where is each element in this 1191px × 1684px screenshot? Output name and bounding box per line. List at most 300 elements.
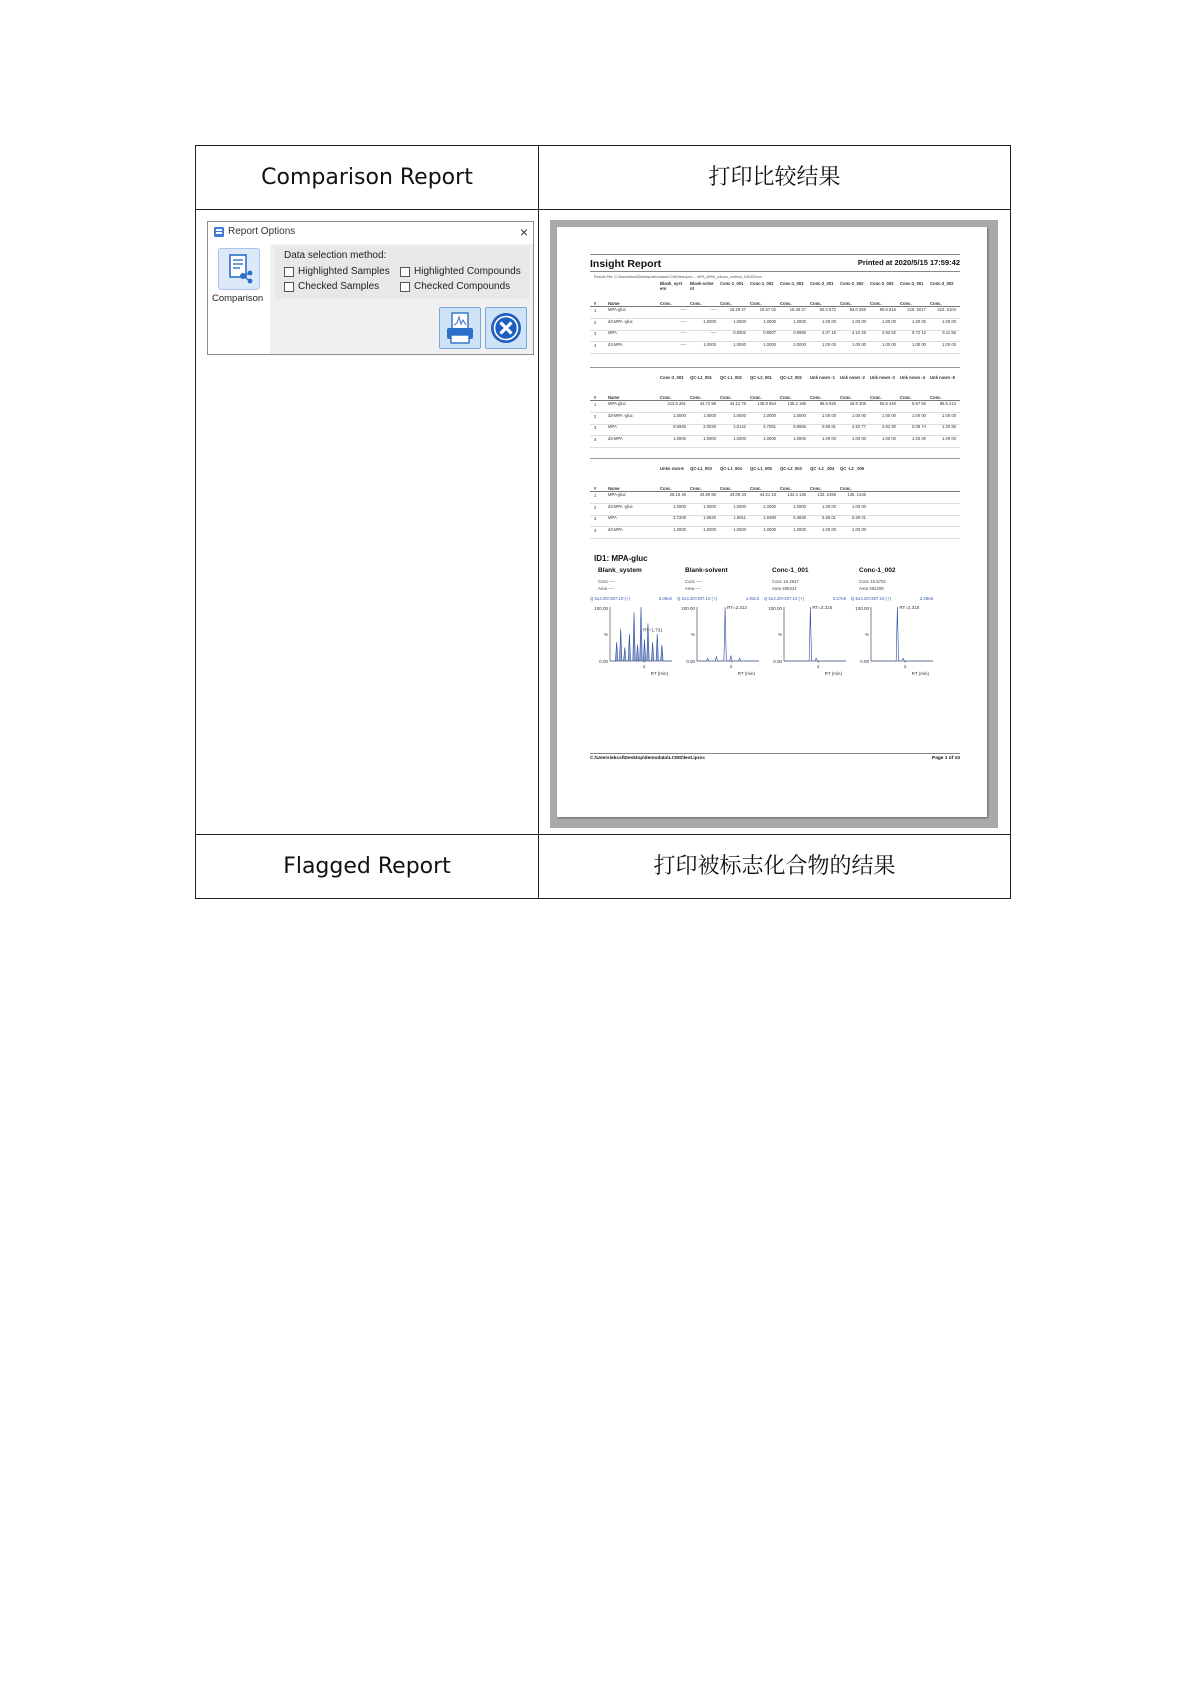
row-value: ---- [680,330,686,335]
row-value: 1.0000 [703,503,716,509]
retention-time-label: RT=2.313 [727,605,747,610]
column-header: Unk nown -4 [900,375,925,380]
row-value: 1.0000 [763,341,776,347]
sample-conc: Conc ---- [685,579,702,584]
row-value: 135.9 554 [757,401,776,406]
row-value: ---- [680,318,686,324]
chromatogram-plot [764,603,850,683]
row-value: 1.00 00 [942,412,956,418]
dialog-title: Report Options [228,226,296,237]
conc-header: Conc. [870,301,882,306]
row-value: 5.59 01 [852,515,866,520]
row-value: 1.0000 [793,412,806,418]
row-name: MPA-gluc [608,492,626,497]
conc-header: Conc. [930,395,942,400]
option-highlighted-samples[interactable]: Highlighted Samples [284,266,390,277]
report-page [557,227,987,817]
chromatogram-panel [764,567,850,687]
row-value: 93.0 055 [849,307,866,312]
y-axis-unit: % [864,632,869,637]
row-value: 15.29 47 [729,307,746,312]
x-axis-label: RT (min) [737,671,755,676]
row-value: 1.00 00 [852,526,866,532]
row-name: MPA-gluc [608,401,626,406]
row-value: 1.00 00 [942,435,956,441]
column-header: Conc-2_001 [810,281,834,286]
row-value: 1.0000 [703,341,716,347]
row-value: 1.0000 [793,435,806,441]
conc-header: Conc. [810,301,822,306]
results-table [590,466,960,556]
row-value: 1.0000 [703,412,716,418]
trace-max: 2.28e5 [919,596,933,601]
print-preview [550,220,998,828]
row-value: 26.18 46 [669,492,686,497]
row-value: 1.00 00 [852,318,866,324]
row-value: 1.00 00 [882,341,896,347]
column-header: Blank_syst em [660,281,683,291]
divider [590,753,960,754]
sample-name: Conc-1_001 [772,567,809,574]
column-header: QC-L2_003 [780,466,802,471]
row-value: 1.30 86 [942,424,956,429]
row-value: 0.8956 [793,330,806,335]
print-button[interactable] [439,307,481,349]
column-header-no: # [594,301,597,306]
report-app-icon [214,227,224,237]
column-header: Unk nown -3 [870,375,895,380]
column-header-name: Name [608,395,620,400]
column-header: Conc-2_003 [870,281,894,286]
y-axis-max: 100.00 [681,606,695,611]
results-table [590,281,960,371]
column-header: Unk nown -2 [840,375,865,380]
row-value: 1.0000 [703,526,716,532]
conc-header: Conc. [810,486,822,491]
comparison-label: Comparison [212,293,264,304]
row-name: d3-MPA [608,526,623,532]
row-number: 4 [594,527,597,533]
row-separator [590,447,960,448]
sample-name: Blank_system [598,567,642,574]
row-value: 134.4 136 [787,492,806,497]
row-name: MPA [608,330,617,335]
row-value: 2.0028 [703,424,716,429]
column-header: Unk nown -5 [930,375,955,380]
column-header: QC-L2_002 [780,375,802,380]
y-axis-unit: % [690,632,695,637]
column-header: QC-L1_005 [750,466,772,471]
row-number: 1 [594,493,597,498]
x-axis-label: RT (min) [650,671,668,676]
row-value: 1.00 00 [822,526,836,532]
dialog-cell [196,210,539,835]
preview-cell [539,210,1011,835]
row-value: 1.0000 [763,526,776,532]
chromatogram-plot [851,603,937,683]
column-header: QC-L1_001 [690,375,712,380]
conc-header: Conc. [750,486,762,491]
results-table [590,375,960,465]
row-value: 213.6 261 [667,401,686,406]
dialog-title-bar [214,226,295,237]
divider [590,254,960,255]
conc-header: Conc. [780,486,792,491]
conc-header: Conc. [780,395,792,400]
row-value: 222. 6104 [937,307,956,312]
x-axis-label: RT (min) [824,671,842,676]
column-header: Conc-1_001 [720,281,744,286]
dialog-sidebar [208,244,270,354]
chromatogram-trace [784,607,846,661]
row-number: 1 [594,402,597,407]
row-value: 5.3836 [793,515,806,520]
conc-header: Conc. [840,395,852,400]
conc-header: Conc. [900,395,912,400]
row-value: 15.57 02 [759,307,776,312]
row-value: 1.00 00 [852,412,866,418]
row-value: 5.65 01 [822,515,836,520]
row-value: ---- [710,330,716,335]
column-header: Conc-3_003 [660,375,684,380]
header-flagged-report: Flagged Report [196,835,539,899]
row-value: 1.00 00 [882,435,896,441]
row-value: 2.0142 [733,424,746,429]
trace-label: Q 514.20>207.10 (+) 3.05e2 [590,596,672,601]
y-axis-max: 100.00 [594,606,608,611]
row-value: 0.8302 [733,330,746,335]
row-value: 135. 1445 [847,492,866,497]
row-value: 1.00 00 [852,341,866,347]
conc-header: Conc. [930,301,942,306]
x-tick-label: 2 [729,664,733,669]
column-header: QC -L2 _005 [840,466,865,471]
row-value: 1.0000 [703,318,716,324]
row-value: 1.0000 [673,435,686,441]
chromatogram-trace [871,607,933,661]
column-header: QC -L2 _004 [810,466,835,471]
chromatogram-trace [610,607,672,661]
plot-axes [697,607,759,661]
column-header-no: # [594,486,597,491]
row-value: 1.9490 [763,515,776,520]
checkbox-highlighted-compounds[interactable] [400,267,410,277]
row-value: 1.0000 [673,412,686,418]
row-value: 2.52 77 [852,424,866,429]
chromatogram-plot [677,603,763,683]
row-value: 1.0000 [763,435,776,441]
print-icon [440,308,480,348]
row-value: 86.6 626 [819,401,836,406]
retention-time-label: RT=2.318 [899,605,920,610]
header-comparison-report: Comparison Report [196,146,539,210]
chromatogram-panel [851,567,937,687]
row-name: d3-MPA [608,435,623,441]
row-number: 2 [594,319,597,325]
row-value: 43.09 33 [729,492,746,497]
row-value: 1.00 00 [942,318,956,324]
conc-header: Conc. [720,486,732,491]
row-value: 1.00 00 [852,435,866,441]
row-value: 1.00 00 [822,318,836,324]
document-table [195,145,1011,899]
table-separator [590,458,960,459]
sample-area: Area 492209 [859,586,884,591]
row-value: 133. 2459 [817,492,836,497]
checkbox-highlighted-samples[interactable] [284,267,294,277]
row-value: 9.72 12 [912,330,926,335]
option-checked-compounds[interactable]: Checked Compounds [400,281,510,292]
row-value: 1.0000 [733,341,746,347]
data-selection-title: Data selection method: [284,250,387,261]
row-value: 5.6566 [793,424,806,429]
conc-header: Conc. [870,395,882,400]
results-file: Results File: C:\Users\ekcsl\Desktop\demodata\LCMS\test.iproc -- MPA_MRM_column_method_191009.lcm [594,275,762,279]
y-axis-min: 0.00 [686,659,695,664]
row-number: 2 [594,504,597,510]
conc-header: Conc. [690,301,702,306]
checkbox-checked-samples[interactable] [284,282,294,292]
row-value: 2.7206 [673,515,686,520]
sample-conc: Conc 15.5702 [859,579,886,584]
row-value: 18.9 305 [849,401,866,406]
row-separator [590,353,960,354]
column-header-no: # [594,395,597,400]
row-value: 15.35 27 [789,307,806,312]
sample-area: Area ---- [685,586,701,591]
divider [590,271,960,272]
row-value: 1.00 00 [912,318,926,324]
conc-header: Conc. [720,301,732,306]
column-header: Conc-1_003 [780,281,804,286]
column-header: Conc-2_002 [840,281,864,286]
conc-header: Conc. [900,301,912,306]
y-axis-unit: % [777,632,782,637]
row-value: 62.6 440 [879,401,896,406]
row-value: 0.9007 [763,330,776,335]
row-value: 219. 5017 [907,307,926,312]
close-icon[interactable]: × [519,224,528,240]
row-value: 1.00 00 [912,341,926,347]
conc-header: Conc. [840,486,852,491]
row-value: 1.00 00 [822,412,836,418]
conc-header: Conc. [750,301,762,306]
retention-time-label: RT=1.731 [643,627,663,633]
comparison-report-icon[interactable] [218,248,260,290]
row-value: 8.5945 [673,424,686,429]
row-value: 1.0000 [673,526,686,532]
row-value: 4.07 15 [822,330,836,335]
trace-label: Q 514.20>207.10 (+) 1.92e3 [677,596,759,601]
dialog-options-panel [270,244,533,354]
row-value: 0.65 81 [822,424,836,429]
report-printed-at: Printed at 2020/5/15 17:59:42 [857,258,960,267]
sample-name: Blank-solvent [685,567,728,574]
row-value: 5.67 50 [912,401,926,406]
y-axis-min: 0.00 [599,659,608,664]
chromatogram-plot [590,603,676,683]
row-value: 1.0000 [793,503,806,509]
row-value: 1.0000 [763,412,776,418]
y-axis-max: 100.00 [768,606,782,611]
row-value: 1.00 00 [882,412,896,418]
report-title: Insight Report [590,258,662,270]
trace-label: Q 514.20>207.10 (+) 2.28e5 [851,596,933,601]
row-value: 5.7061 [763,424,776,429]
x-tick-label: 2 [816,664,820,669]
conc-header: Conc. [660,301,672,306]
conc-header: Conc. [690,395,702,400]
row-value: 9.11 56 [942,330,956,335]
x-axis-label: RT (min) [911,671,929,676]
row-number: 4 [594,342,597,348]
trace-max: 3.05e2 [658,596,672,601]
x-tick-label: 2 [903,664,907,669]
compound-title: ID1: MPA-gluc [594,554,648,563]
row-name: MPA [608,424,617,429]
row-name: d3-MPA -gluc [608,503,633,509]
row-number: 4 [594,436,597,442]
row-value: 1.0000 [733,435,746,441]
row-value: 1.0000 [673,503,686,509]
table-separator [590,367,960,368]
conc-header: Conc. [840,301,852,306]
conc-header: Conc. [750,395,762,400]
row-value: 1.00 00 [882,318,896,324]
column-header: Conc-3_002 [930,281,954,286]
row-value: ---- [680,307,686,312]
row-value: 0.08 74 [912,424,926,429]
row-value: 1.9620 [703,515,716,520]
row-value: 1.00 00 [852,503,866,509]
row-number: 1 [594,308,597,313]
row-value: 1.0000 [793,318,806,324]
y-axis-unit: % [603,632,608,637]
column-header: QC-L1_003 [690,466,712,471]
row-number: 2 [594,413,597,419]
sample-name: Conc-1_002 [859,567,896,574]
y-axis-min: 0.00 [773,659,782,664]
column-header: QC-L1_002 [720,375,742,380]
header-comparison-report-zh: 打印比较结果 [539,146,1011,210]
row-value: 44.12 76 [729,401,746,406]
sample-area: Area ---- [598,586,614,591]
close-button[interactable] [485,307,527,349]
column-header: QC-L1_004 [720,466,742,471]
row-value: 3.92 90 [882,424,896,429]
row-value: 1.00 00 [912,412,926,418]
row-value: 1.0000 [793,341,806,347]
row-value: 1.0000 [733,412,746,418]
x-tick-label: 2 [642,664,646,669]
row-value: 1.0000 [763,318,776,324]
header-flagged-report-zh: 打印被标志化合物的结果 [539,835,1011,899]
row-value: 1.00 00 [942,341,956,347]
sample-conc: Conc ---- [598,579,615,584]
row-name: d3-MPA -gluc [608,412,633,418]
row-value: 1.0000 [703,435,716,441]
footer-page: Page 1 of 10 [932,756,960,761]
row-value: 44.72 98 [699,401,716,406]
row-value: 44.80 85 [699,492,716,497]
column-header-name: Name [608,301,620,306]
option-highlighted-compounds[interactable]: Highlighted Compounds [400,266,521,277]
data-selection-group [274,246,529,299]
conc-header: Conc. [810,395,822,400]
option-checked-samples[interactable]: Checked Samples [284,281,379,292]
sample-area: Area 495314 [772,586,797,591]
row-value: ---- [680,341,686,347]
conc-header: Conc. [780,301,792,306]
row-value: 1.8611 [733,515,746,520]
column-header: Unk nown -1 [810,375,835,380]
row-value: 94.0 572 [819,307,836,312]
column-header-name: Name [608,486,620,491]
row-value: 90.6 815 [879,307,896,312]
column-header: Conc-1_002 [750,281,774,286]
sample-conc: Conc 15.2947 [772,579,799,584]
y-axis-max: 100.00 [855,606,869,611]
plot-axes [784,607,846,661]
trace-label: Q 514.20>207.10 (+) 2.27e5 [764,596,846,601]
chromatogram-panel [677,567,763,687]
trace-max: 2.27e5 [832,596,846,601]
row-name: d3-MPA [608,341,623,347]
row-value: 1.00 00 [822,435,836,441]
row-value: 1.0000 [793,526,806,532]
row-value: 85.6 213 [939,401,956,406]
y-axis-min: 0.00 [860,659,869,664]
column-header: Conc-3_001 [900,281,924,286]
row-value: 1.0000 [733,526,746,532]
column-header: Blank-solve nt [690,281,714,291]
report-options-dialog [207,221,534,355]
row-name: d3-MPA -gluc [608,318,633,324]
row-value: 1.0000 [733,318,746,324]
column-header: Unkn own-6 [660,466,684,471]
trace-max: 1.92e3 [745,596,759,601]
row-name: MPA-gluc [608,307,626,312]
chromatogram-trace [697,607,759,661]
conc-header: Conc. [720,395,732,400]
column-header: QC-L2_001 [750,375,772,380]
row-value: 1.00 00 [912,435,926,441]
plot-axes [871,607,933,661]
row-value: 1.0000 [733,503,746,509]
row-value: 1.0000 [763,503,776,509]
conc-header: Conc. [660,395,672,400]
row-value: ---- [710,307,716,312]
row-number: 3 [594,331,597,336]
row-number: 3 [594,516,597,521]
retention-time-label: RT=2.316 [812,605,833,610]
row-value: 44.21 18 [759,492,776,497]
row-separator [590,538,960,539]
row-value: 3.92 82 [882,330,896,335]
row-value: 135.2 186 [787,401,806,406]
row-name: MPA [608,515,617,520]
chromatogram-panel [590,567,676,687]
row-value: 4.10 26 [852,330,866,335]
checkbox-checked-compounds[interactable] [400,282,410,292]
row-number: 3 [594,425,597,430]
row-value: 1.00 00 [822,341,836,347]
conc-header: Conc. [690,486,702,491]
footer-path: C:\Users\ekcsl\Desktop\demodata\LCMS\test.iproc [590,756,706,761]
row-value: 1.00 00 [822,503,836,509]
conc-header: Conc. [660,486,672,491]
close-circle-icon [486,308,526,348]
